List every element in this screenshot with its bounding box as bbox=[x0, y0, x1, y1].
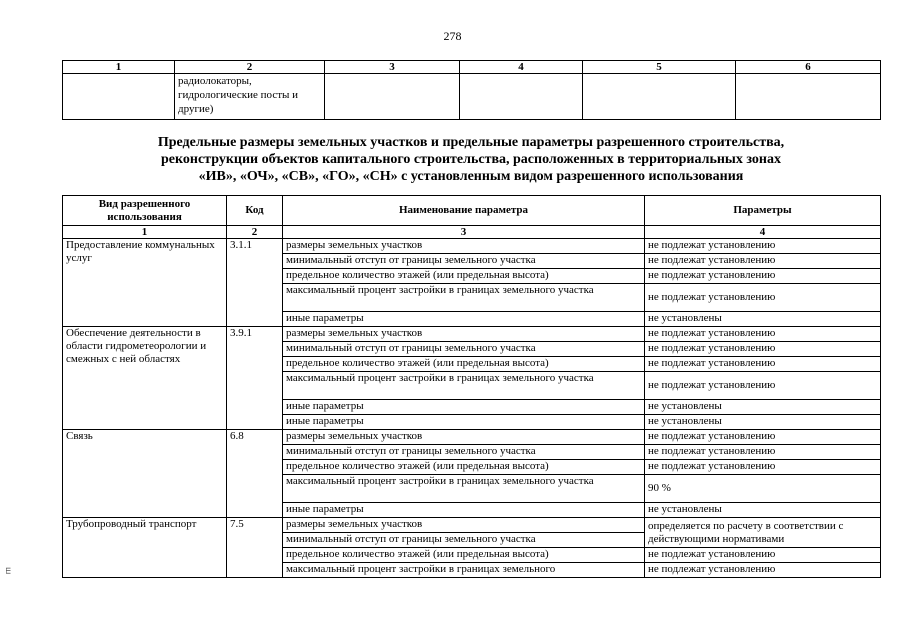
value-cell: не подлежат установлению bbox=[645, 357, 881, 372]
table-cell bbox=[325, 74, 460, 120]
param-cell: минимальный отступ от границы земельного участка bbox=[283, 342, 645, 357]
value-cell: не установлены bbox=[645, 415, 881, 430]
param-cell: предельное количество этажей (или предельная высота) bbox=[283, 357, 645, 372]
title-line: Предельные размеры земельных участков и предельные параметры разрешенного строительства, bbox=[157, 135, 785, 150]
use-type-cell: Трубопроводный транспорт bbox=[63, 518, 227, 578]
param-cell: максимальный процент застройки в границах земельного участка bbox=[283, 284, 645, 312]
param-cell: минимальный отступ от границы земельного участка bbox=[283, 445, 645, 460]
value-cell: не подлежат установлению bbox=[645, 342, 881, 357]
page-number: 278 bbox=[443, 29, 462, 43]
param-cell: минимальный отступ от границы земельного участка bbox=[283, 533, 645, 548]
value-cell: не подлежат установлению bbox=[645, 269, 881, 284]
param-cell: минимальный отступ от границы земельного участка bbox=[283, 254, 645, 269]
column-number: 1 bbox=[63, 226, 227, 239]
use-type-cell: Связь bbox=[63, 430, 227, 518]
continuation-table bbox=[62, 60, 881, 120]
title-line: «ИВ», «ОЧ», «СВ», «ГО», «СН» с установленным видом разрешенного использования bbox=[198, 169, 744, 184]
header-param-name: Наименование параметра bbox=[283, 196, 645, 226]
code-cell: 3.1.1 bbox=[227, 239, 283, 327]
param-cell: предельное количество этажей (или предельная высота) bbox=[283, 548, 645, 563]
column-number: 2 bbox=[175, 61, 325, 74]
value-cell: не установлены bbox=[645, 400, 881, 415]
code-cell: 3.9.1 bbox=[227, 327, 283, 430]
param-cell: предельное количество этажей (или предельная высота) bbox=[283, 269, 645, 284]
param-cell: размеры земельных участков bbox=[283, 239, 645, 254]
value-cell: не подлежат установлению bbox=[645, 239, 881, 254]
value-cell: не подлежат установлению bbox=[645, 445, 881, 460]
param-cell: максимальный процент застройки в границах земельного участка bbox=[283, 372, 645, 400]
header-params: Параметры bbox=[645, 196, 881, 226]
column-number: 6 bbox=[736, 61, 881, 74]
param-cell: размеры земельных участков bbox=[283, 518, 645, 533]
table-row bbox=[63, 74, 881, 120]
value-cell: не подлежат установлению bbox=[645, 460, 881, 475]
table-row bbox=[63, 239, 881, 254]
value-cell: не подлежат установлению bbox=[645, 372, 881, 400]
param-cell: размеры земельных участков bbox=[283, 430, 645, 445]
column-number: 3 bbox=[325, 61, 460, 74]
table-cell bbox=[736, 74, 881, 120]
section-title bbox=[62, 134, 880, 185]
value-cell: не подлежат установлению bbox=[645, 327, 881, 342]
column-number: 4 bbox=[460, 61, 583, 74]
value-cell: не подлежат установлению bbox=[645, 430, 881, 445]
table-cell bbox=[460, 74, 583, 120]
param-cell: максимальный процент застройки в границах земельного bbox=[283, 563, 645, 578]
column-number: 2 bbox=[227, 226, 283, 239]
header-code: Код bbox=[227, 196, 283, 226]
param-cell: иные параметры bbox=[283, 503, 645, 518]
param-cell: предельное количество этажей (или предельная высота) bbox=[283, 460, 645, 475]
param-cell: максимальный процент застройки в границах земельного участка bbox=[283, 475, 645, 503]
table-row bbox=[63, 430, 881, 445]
header-row bbox=[63, 196, 881, 226]
column-number: 5 bbox=[583, 61, 736, 74]
use-type-cell: Обеспечение деятельности в области гидрометеорологии и смежных с ней областях bbox=[63, 327, 227, 430]
value-cell: не установлены bbox=[645, 503, 881, 518]
value-cell: не подлежат установлению bbox=[645, 254, 881, 269]
table-row bbox=[63, 518, 881, 533]
table-row bbox=[63, 327, 881, 342]
title-line: реконструкции объектов капитального строительства, расположенных в территориальных зонах bbox=[161, 152, 781, 167]
value-cell: не установлены bbox=[645, 312, 881, 327]
table-cell bbox=[583, 74, 736, 120]
code-cell: 7.5 bbox=[227, 518, 283, 578]
code-cell: 6.8 bbox=[227, 430, 283, 518]
param-cell: иные параметры bbox=[283, 312, 645, 327]
value-cell: не подлежат установлению bbox=[645, 284, 881, 312]
use-type-cell: Предоставление коммунальных услуг bbox=[63, 239, 227, 327]
value-cell: не подлежат установлению bbox=[645, 563, 881, 578]
value-cell: 90 % bbox=[645, 475, 881, 503]
param-cell: иные параметры bbox=[283, 400, 645, 415]
table-cell: радиолокаторы, гидрологические посты и другие) bbox=[175, 74, 325, 120]
value-cell: не подлежат установлению bbox=[645, 548, 881, 563]
column-number: 3 bbox=[283, 226, 645, 239]
header-use-type: Вид разрешенного использования bbox=[63, 196, 227, 226]
param-cell: размеры земельных участков bbox=[283, 327, 645, 342]
parameters-table bbox=[62, 195, 881, 578]
margin-mark: ш bbox=[4, 567, 13, 575]
param-cell: иные параметры bbox=[283, 415, 645, 430]
column-number-row bbox=[63, 61, 881, 74]
column-number: 4 bbox=[645, 226, 881, 239]
value-cell: определяется по расчету в соответствии с действующими нормативами bbox=[645, 518, 881, 548]
column-number: 1 bbox=[63, 61, 175, 74]
table-cell bbox=[63, 74, 175, 120]
column-number-row bbox=[63, 226, 881, 239]
